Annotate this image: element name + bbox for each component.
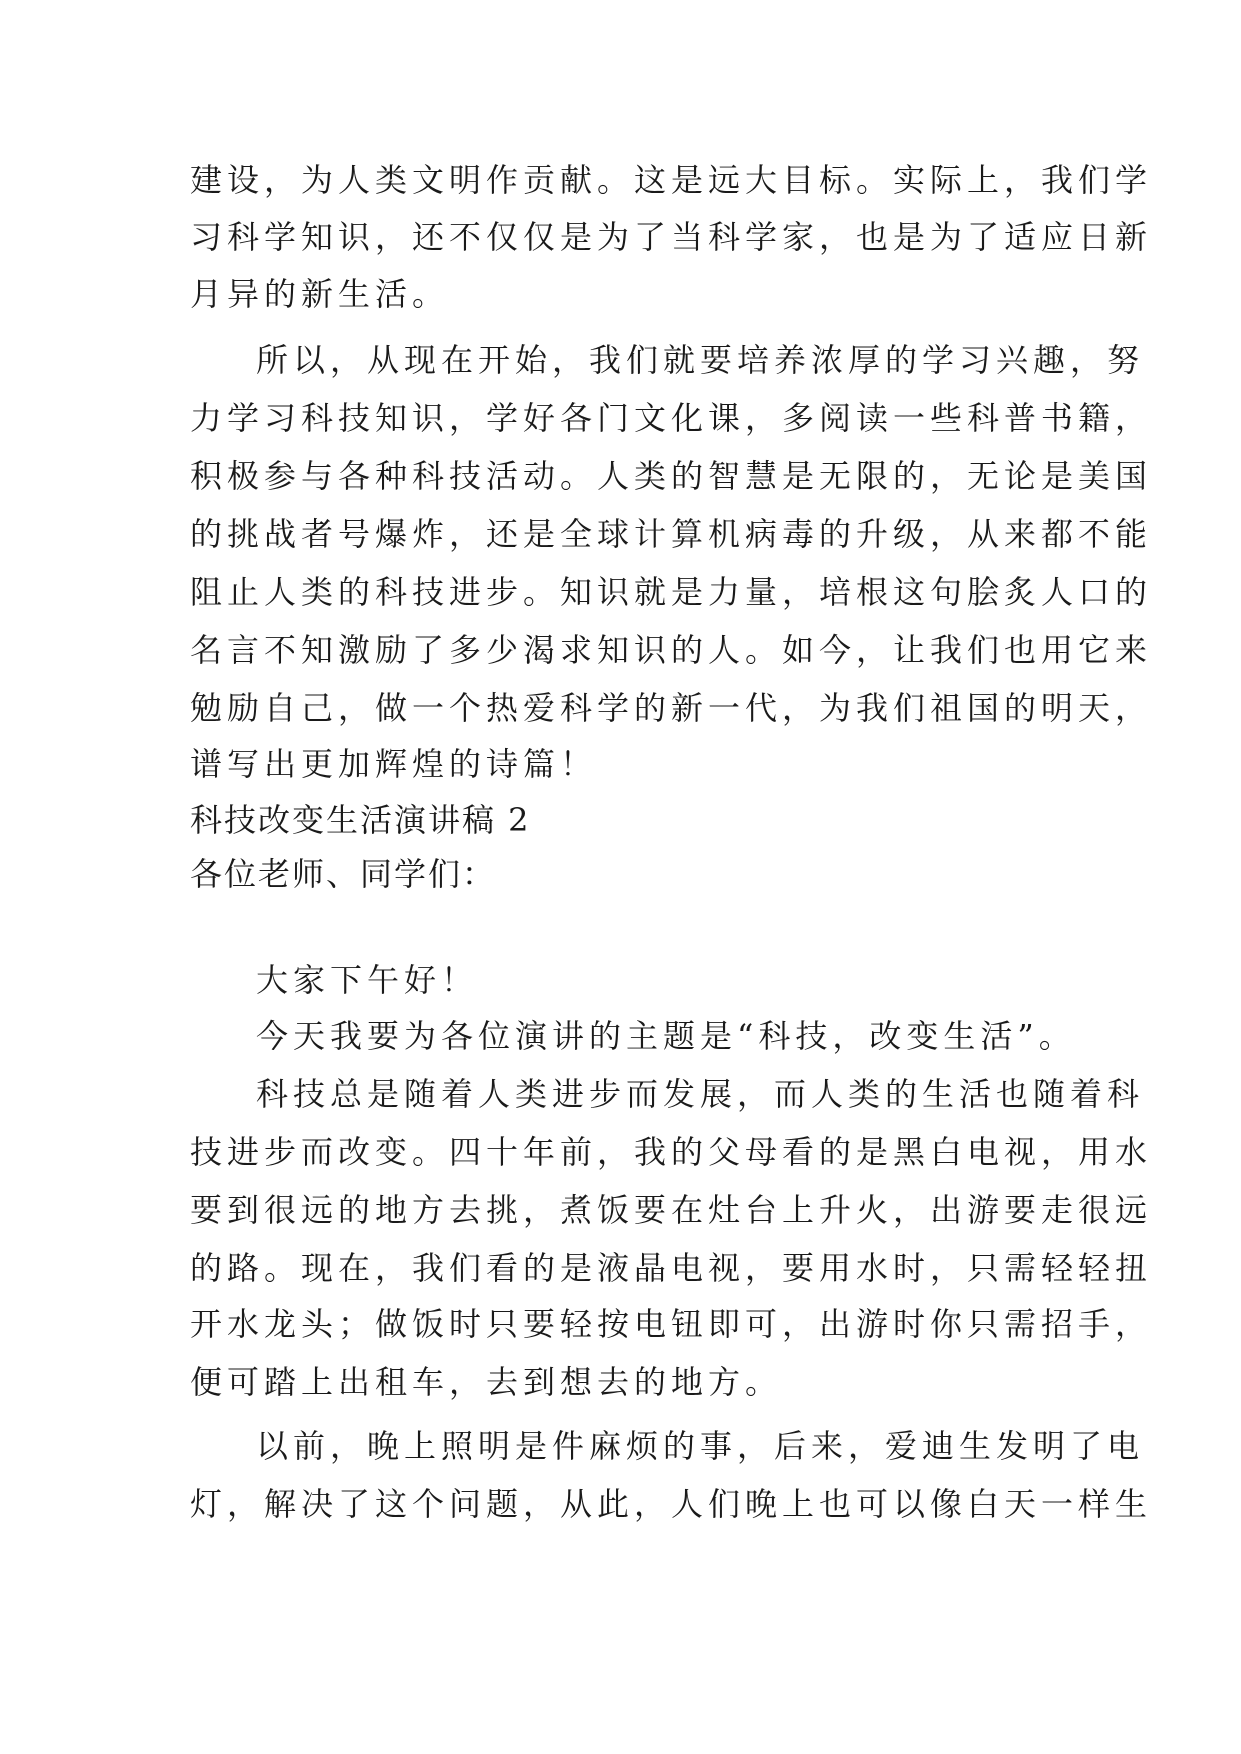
text-line: 便可踏上出租车，去到想去的地方。: [190, 1363, 783, 1401]
text-line: 月异的新生活。: [190, 275, 450, 313]
text-line: 力学习科技知识，学好各门文化课，多阅读一些科普书籍，: [190, 399, 1153, 437]
paragraph-first-line: 科技总是随着人类进步而发展，而人类的生活也随着科: [256, 1075, 1145, 1113]
text-line: 灯，解决了这个问题，从此，人们晚上也可以像白天一样生: [190, 1485, 1153, 1523]
text-line: 积极参与各种科技活动。人类的智慧是无限的，无论是美国: [190, 457, 1153, 495]
text-line: 的路。现在，我们看的是液晶电视，要用水时，只需轻轻扭: [190, 1249, 1153, 1287]
paragraph-first-line: 以前，晚上照明是件麻烦的事，后来，爱迪生发明了电: [256, 1427, 1145, 1465]
text-line: 名言不知激励了多少渴求知识的人。如今，让我们也用它来: [190, 631, 1153, 669]
text-line: 谱写出更加辉煌的诗篇！: [190, 745, 598, 783]
paragraph-first-line: 今天我要为各位演讲的主题是“科技，改变生活”。: [256, 1017, 1076, 1055]
greeting: 大家下午好！: [256, 961, 479, 999]
section-title: 科技改变生活演讲稿 2: [190, 801, 531, 839]
text-line: 勉励自己，做一个热爱科学的新一代，为我们祖国的明天，: [190, 689, 1153, 727]
text-line: 建设，为人类文明作贡献。这是远大目标。实际上，我们学: [190, 161, 1153, 199]
text-line: 阻止人类的科技进步。知识就是力量，培根这句脍炙人口的: [190, 573, 1153, 611]
salutation: 各位老师、同学们：: [190, 855, 497, 893]
text-line: 要到很远的地方去挑，煮饭要在灶台上升火，出游要走很远: [190, 1191, 1153, 1229]
paragraph-first-line: 所以，从现在开始，我们就要培养浓厚的学习兴趣，努: [256, 341, 1145, 379]
text-line: 的挑战者号爆炸，还是全球计算机病毒的升级，从来都不能: [190, 515, 1153, 553]
text-line: 开水龙头；做饭时只要轻按电钮即可，出游时你只需招手，: [190, 1305, 1153, 1343]
text-line: 技进步而改变。四十年前，我的父母看的是黑白电视，用水: [190, 1133, 1153, 1171]
text-line: 习科学知识，还不仅仅是为了当科学家，也是为了适应日新: [190, 218, 1153, 256]
